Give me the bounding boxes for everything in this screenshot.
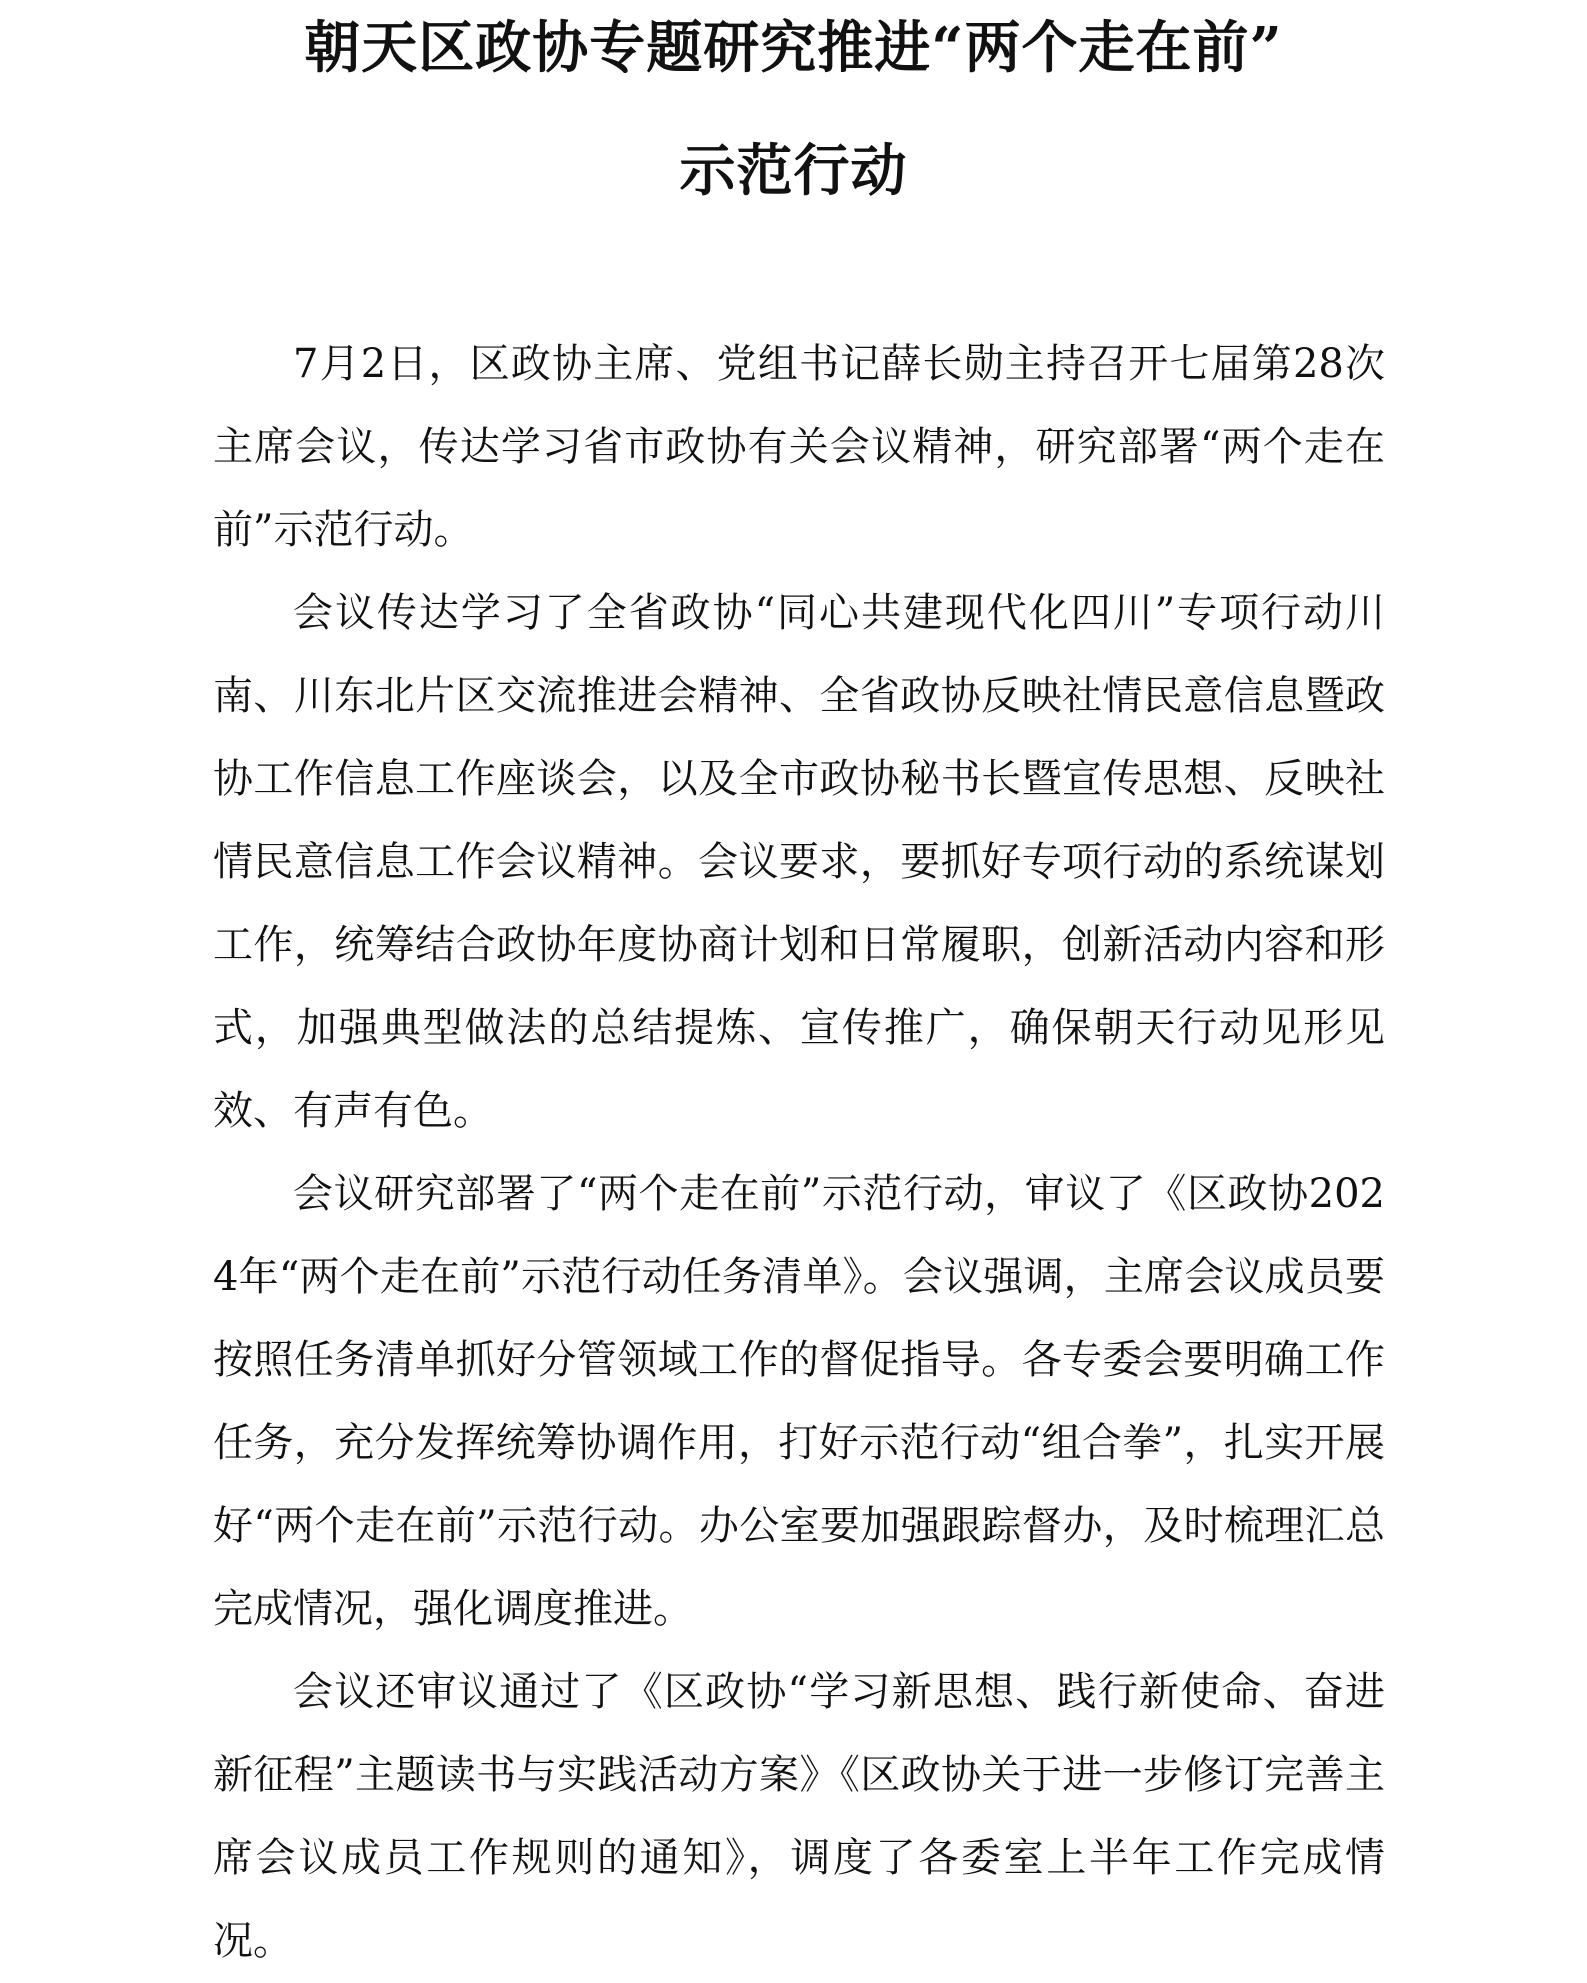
document-body: [213, 323, 1385, 1983]
paragraph-3: 会议研究部署了“两个走在前”示范行动，审议了《区政协2024年“两个走在前”示范行动任务清单》。会议强调，主席会议成员要按照任务清单抓好分管领域工作的督促指导。各专委会要明确工作任务，充分发挥统筹协调作用，打好示范行动“组合拳”，扎实开展好“两个走在前”示范行动。办公室要加强跟踪督办，及时梳理汇总完成情况，强化调度推进。: [213, 1171, 1385, 1632]
document-title-line-2: 示范行动: [679, 138, 908, 204]
paragraph-2: 会议传达学习了全省政协“同心共建现代化四川”专项行动川南、川东北片区交流推进会精神、全省政协反映社情民意信息暨政协工作信息工作座谈会，以及全市政协秘书长暨宣传思想、反映社情民意信息工作会议精神。会议要求，要抓好专项行动的系统谋划工作，统筹结合政协年度协商计划和日常履职，创新活动内容和形式，加强典型做法的总结提炼、宣传推广，确保朝天行动见形见效、有声有色。: [213, 590, 1385, 1134]
paragraph-4: 会议还审议通过了《区政协“学习新思想、践行新使命、奋进新征程”主题读书与实践活动方案》《区政协关于进一步修订完善主席会议成员工作规则的通知》，调度了各委室上半年工作完成情况。: [213, 1669, 1385, 1964]
document-title-line-1: 朝天区政协专题研究推进“两个走在前”: [304, 15, 1283, 81]
paragraph-1: 7月2日，区政协主席、党组书记薛长勋主持召开七届第28次主席会议，传达学习省市政协有关会议精神，研究部署“两个走在前”示范行动。: [213, 341, 1385, 553]
